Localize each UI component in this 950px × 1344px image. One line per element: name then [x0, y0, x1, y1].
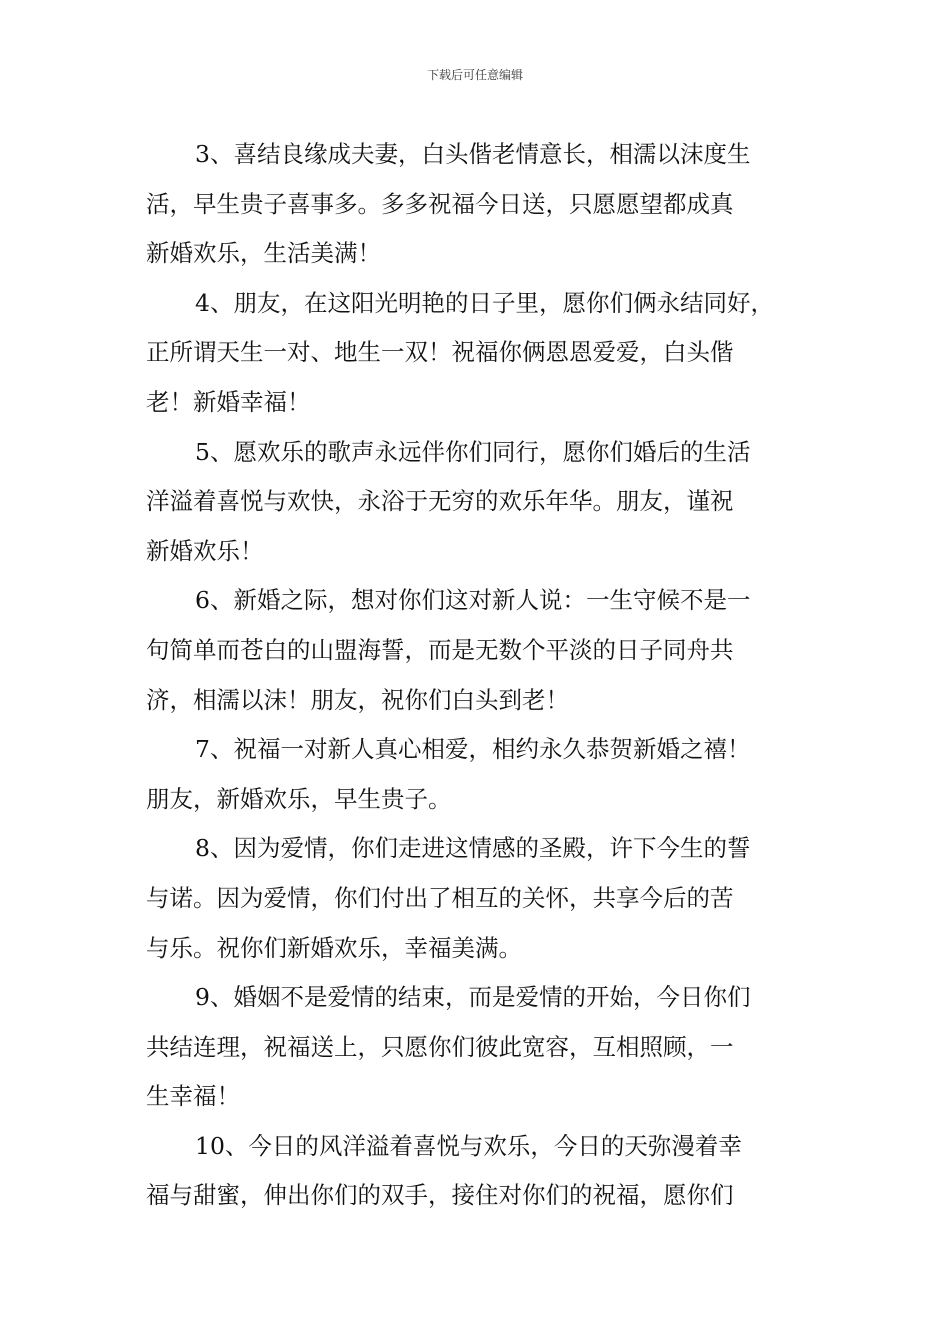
text-line: 洋溢着喜悦与欢快，永浴于无穷的欢乐年华。朋友，谨祝	[146, 487, 734, 516]
text-line: 福与甜蜜，伸出你们的双手，接住对你们的祝福，愿你们	[146, 1181, 734, 1210]
text-line: 朋友，新婚欢乐，早生贵子。	[146, 784, 452, 813]
text-line: 济，相濡以沫！朋友，祝你们白头到老！	[146, 685, 569, 714]
paragraph-10	[146, 1122, 826, 1221]
document-body	[146, 130, 826, 1221]
text-line: 共结连理，祝福送上，只愿你们彼此宽容，互相照顾，一	[146, 1032, 734, 1061]
text-line: 老！新婚幸福！	[146, 387, 311, 416]
paragraph-6	[146, 576, 826, 725]
paragraph-7	[146, 725, 826, 824]
text-line: 生幸福！	[146, 1082, 240, 1111]
text-line: 5、愿欢乐的歌声永远伴你们同行，愿你们婚后的生活	[195, 437, 751, 466]
text-line: 6、新婚之际，想对你们这对新人说：一生守候不是一	[195, 586, 751, 615]
text-line: 3、喜结良缘成夫妻，白头偕老情意长，相濡以沫度生	[195, 140, 751, 168]
paragraph-9	[146, 973, 826, 1122]
page-header: 下载后可任意编辑	[426, 68, 523, 82]
text-line: 7、祝福一对新人真心相爱，相约永久恭贺新婚之禧！	[195, 735, 751, 764]
text-line: 新婚欢乐！	[146, 536, 264, 565]
paragraph-5	[146, 428, 826, 577]
paragraph-3	[146, 130, 826, 279]
text-line: 9、婚姻不是爱情的结束，而是爱情的开始，今日你们	[195, 983, 751, 1012]
paragraph-8	[146, 824, 826, 973]
paragraph-4	[146, 279, 826, 428]
text-line: 句简单而苍白的山盟海誓，而是无数个平淡的日子同舟共	[146, 635, 734, 664]
text-line: 4、朋友，在这阳光明艳的日子里，愿你们俩永结同好，	[195, 288, 774, 317]
text-line: 10、今日的风洋溢着喜悦与欢乐，今日的天弥漫着幸	[195, 1131, 742, 1160]
text-line: 正所谓天生一对、地生一双！祝福你俩恩恩爱爱，白头偕	[146, 338, 734, 367]
text-line: 活，早生贵子喜事多。多多祝福今日送，只愿愿望都成真	[146, 189, 734, 218]
text-line: 新婚欢乐，生活美满！	[146, 239, 381, 268]
text-line: 8、因为爱情，你们走进这情感的圣殿，许下今生的誓	[195, 834, 751, 863]
text-line: 与诺。因为爱情，你们付出了相互的关怀，共享今后的苦	[146, 883, 734, 912]
text-line: 与乐。祝你们新婚欢乐，幸福美满。	[146, 933, 522, 962]
